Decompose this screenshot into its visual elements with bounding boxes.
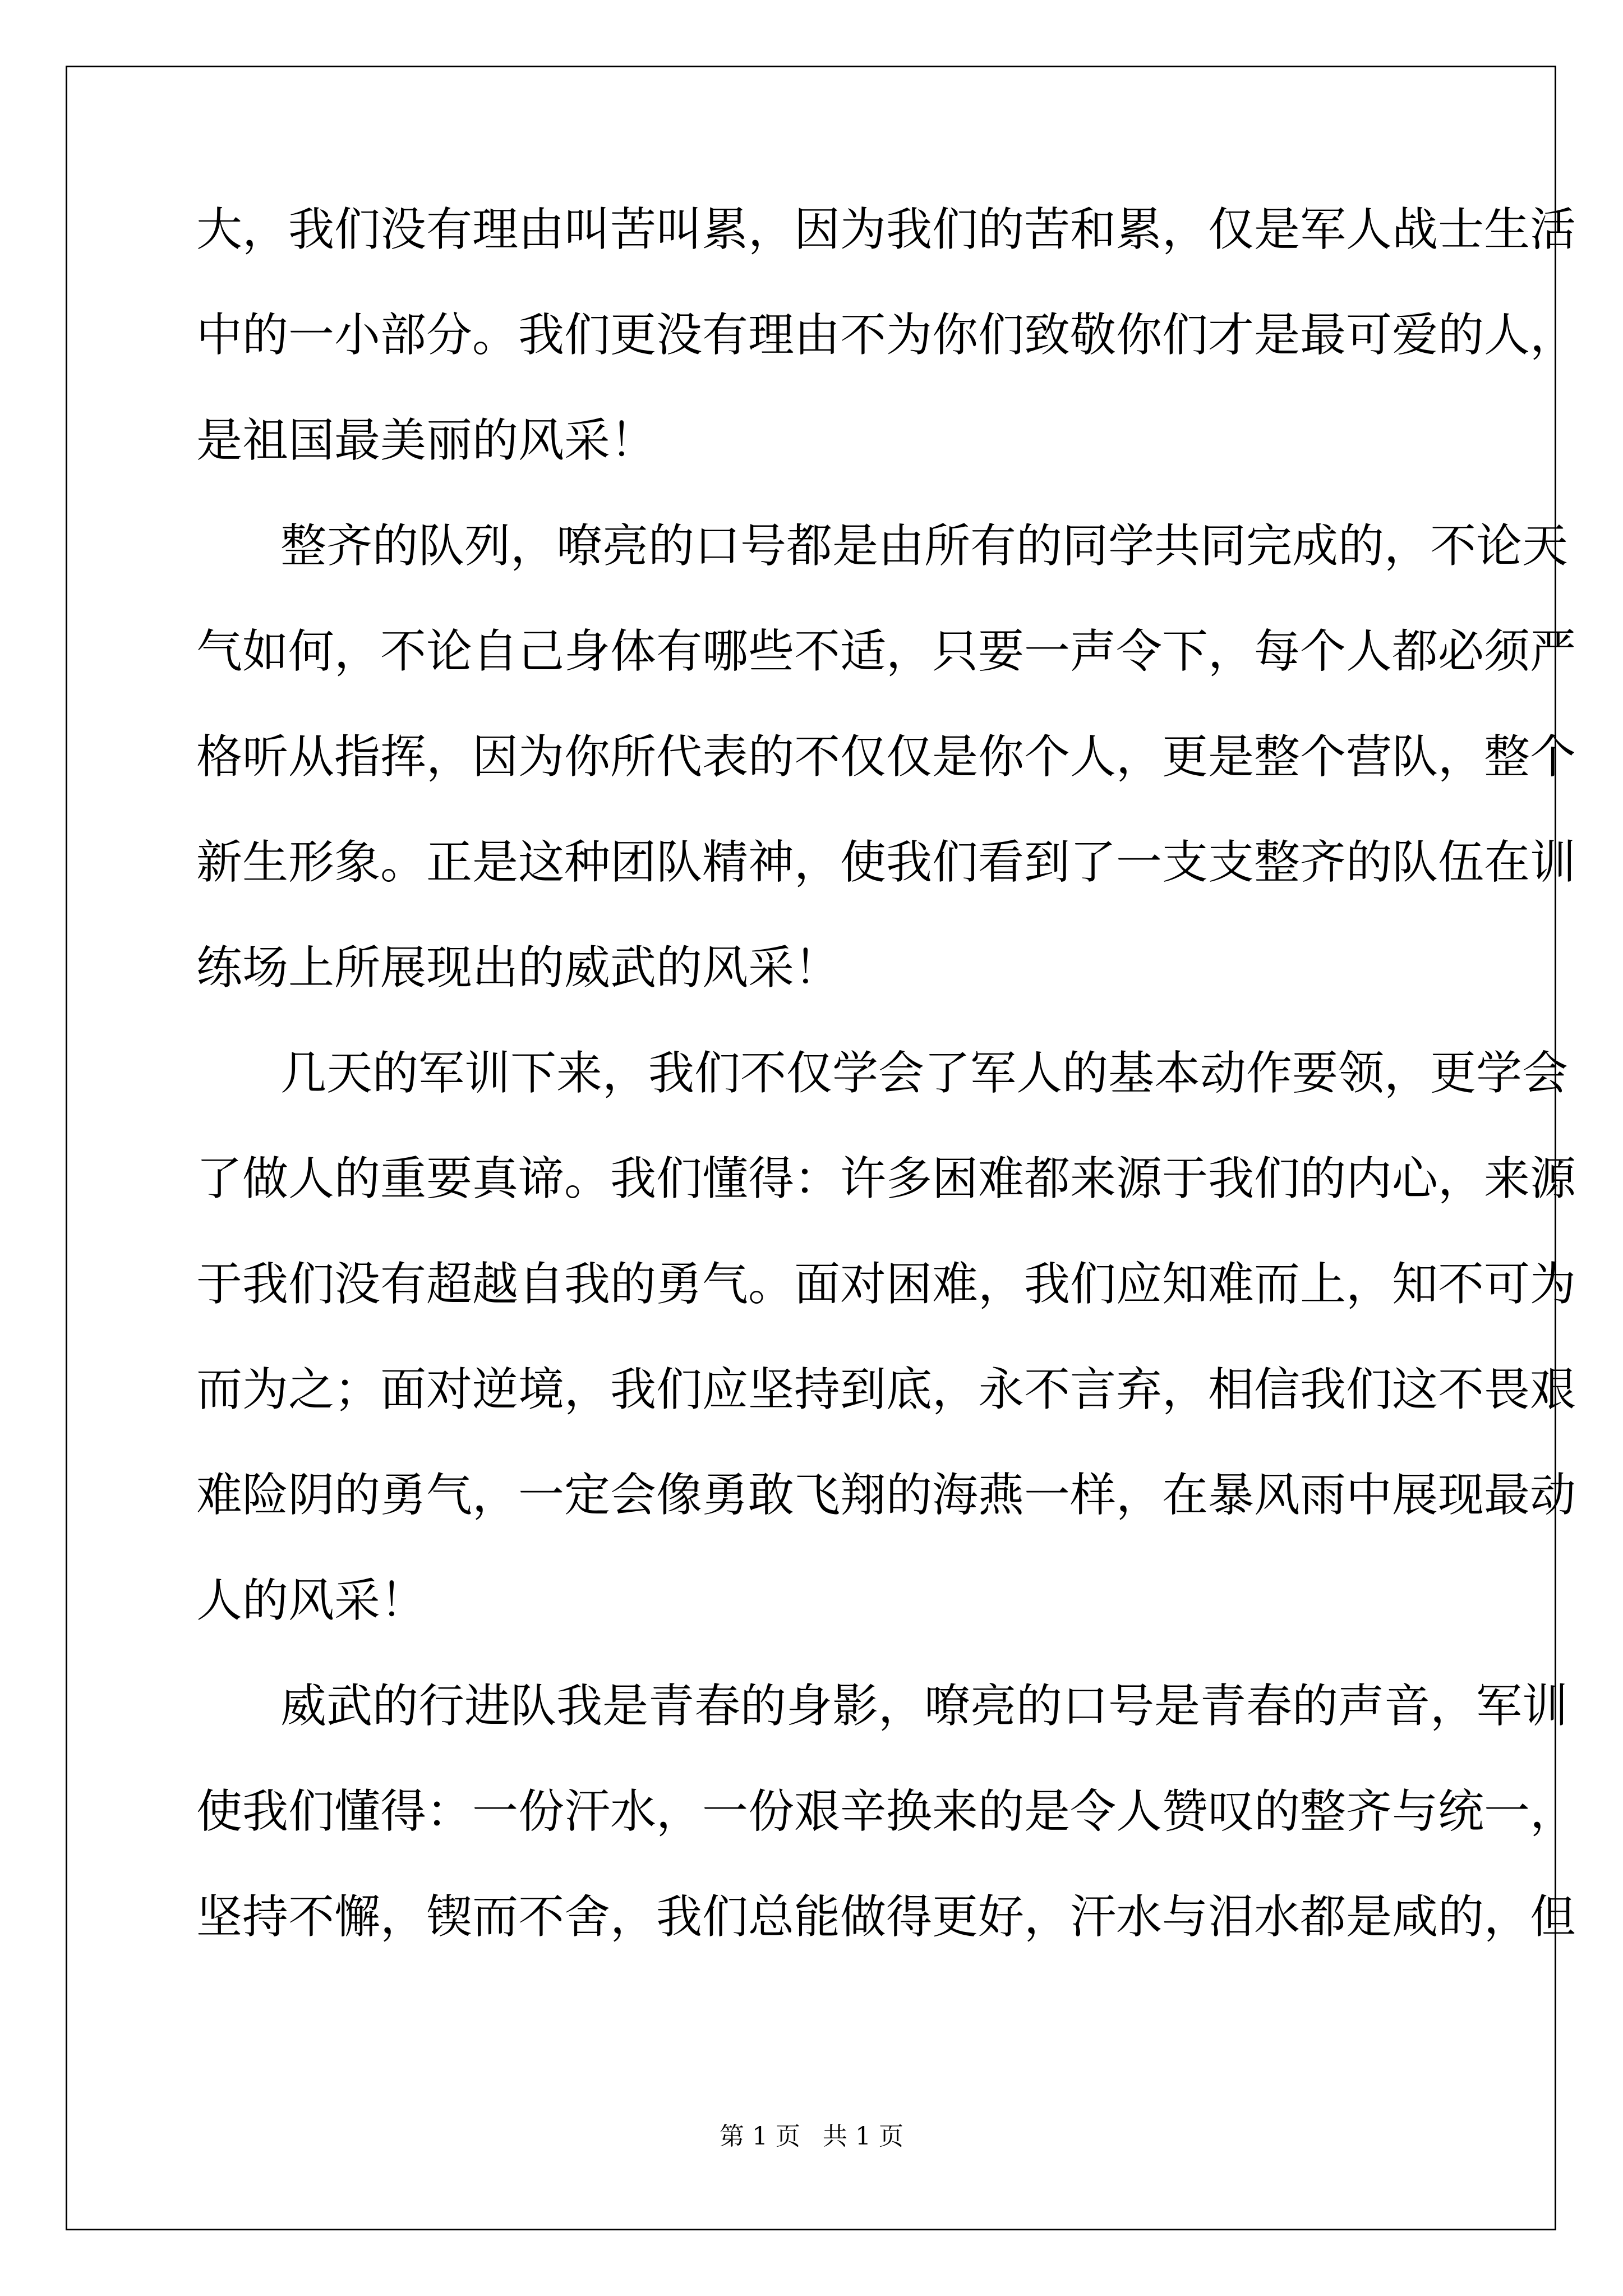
text-line: 气如何，不论自己身体有哪些不适，只要一声令下，每个人都必须严 (196, 625, 1576, 678)
text-line: 而为之；面对逆境，我们应坚持到底，永不言弃，相信我们这不畏艰 (196, 1363, 1576, 1416)
text-line: 坚持不懈，锲而不舍，我们总能做得更好，汗水与泪水都是咸的，但 (196, 1890, 1576, 1944)
paragraph-first-line: 几天的军训下来，我们不仅学会了军人的基本动作要领，更学会 (280, 1047, 1569, 1100)
text-line: 使我们懂得：一份汗水，一份艰辛换来的是令人赞叹的整齐与统一， (196, 1785, 1576, 1838)
text-line: 于我们没有超越自我的勇气。面对困难，我们应知难而上，知不可为 (196, 1258, 1576, 1311)
page-number: 第 1 页 (720, 2122, 800, 2151)
text-line: 大，我们没有理由叫苦叫累，因为我们的苦和累，仅是军人战士生活 (196, 203, 1576, 256)
text-line: 练场上所展现出的威武的风采！ (196, 941, 841, 995)
text-line: 格听从指挥，因为你所代表的不仅仅是你个人，更是整个营队，整个 (196, 730, 1576, 784)
page-total: 共 1 页 (823, 2122, 903, 2151)
paragraph-first-line: 整齐的队列，嘹亮的口号都是由所有的同学共同完成的，不论天 (280, 519, 1569, 573)
text-line: 难险阴的勇气，一定会像勇敢飞翔的海燕一样，在暴风雨中展现最动 (196, 1469, 1576, 1522)
text-line: 新生形象。正是这种团队精神，使我们看到了一支支整齐的队伍在训 (196, 836, 1576, 889)
page-footer (0, 2120, 1623, 2154)
text-line: 了做人的重要真谛。我们懂得：许多困难都来源于我们的内心，来源 (196, 1152, 1576, 1205)
text-line: 中的一小部分。我们更没有理由不为你们致敬你们才是最可爱的人， (196, 309, 1576, 362)
text-line: 人的风采！ (196, 1574, 427, 1627)
text-line: 是祖国最美丽的风采！ (196, 414, 657, 467)
paragraph-first-line: 威武的行进队我是青春的身影，嘹亮的口号是青春的声音，军训 (280, 1680, 1569, 1733)
